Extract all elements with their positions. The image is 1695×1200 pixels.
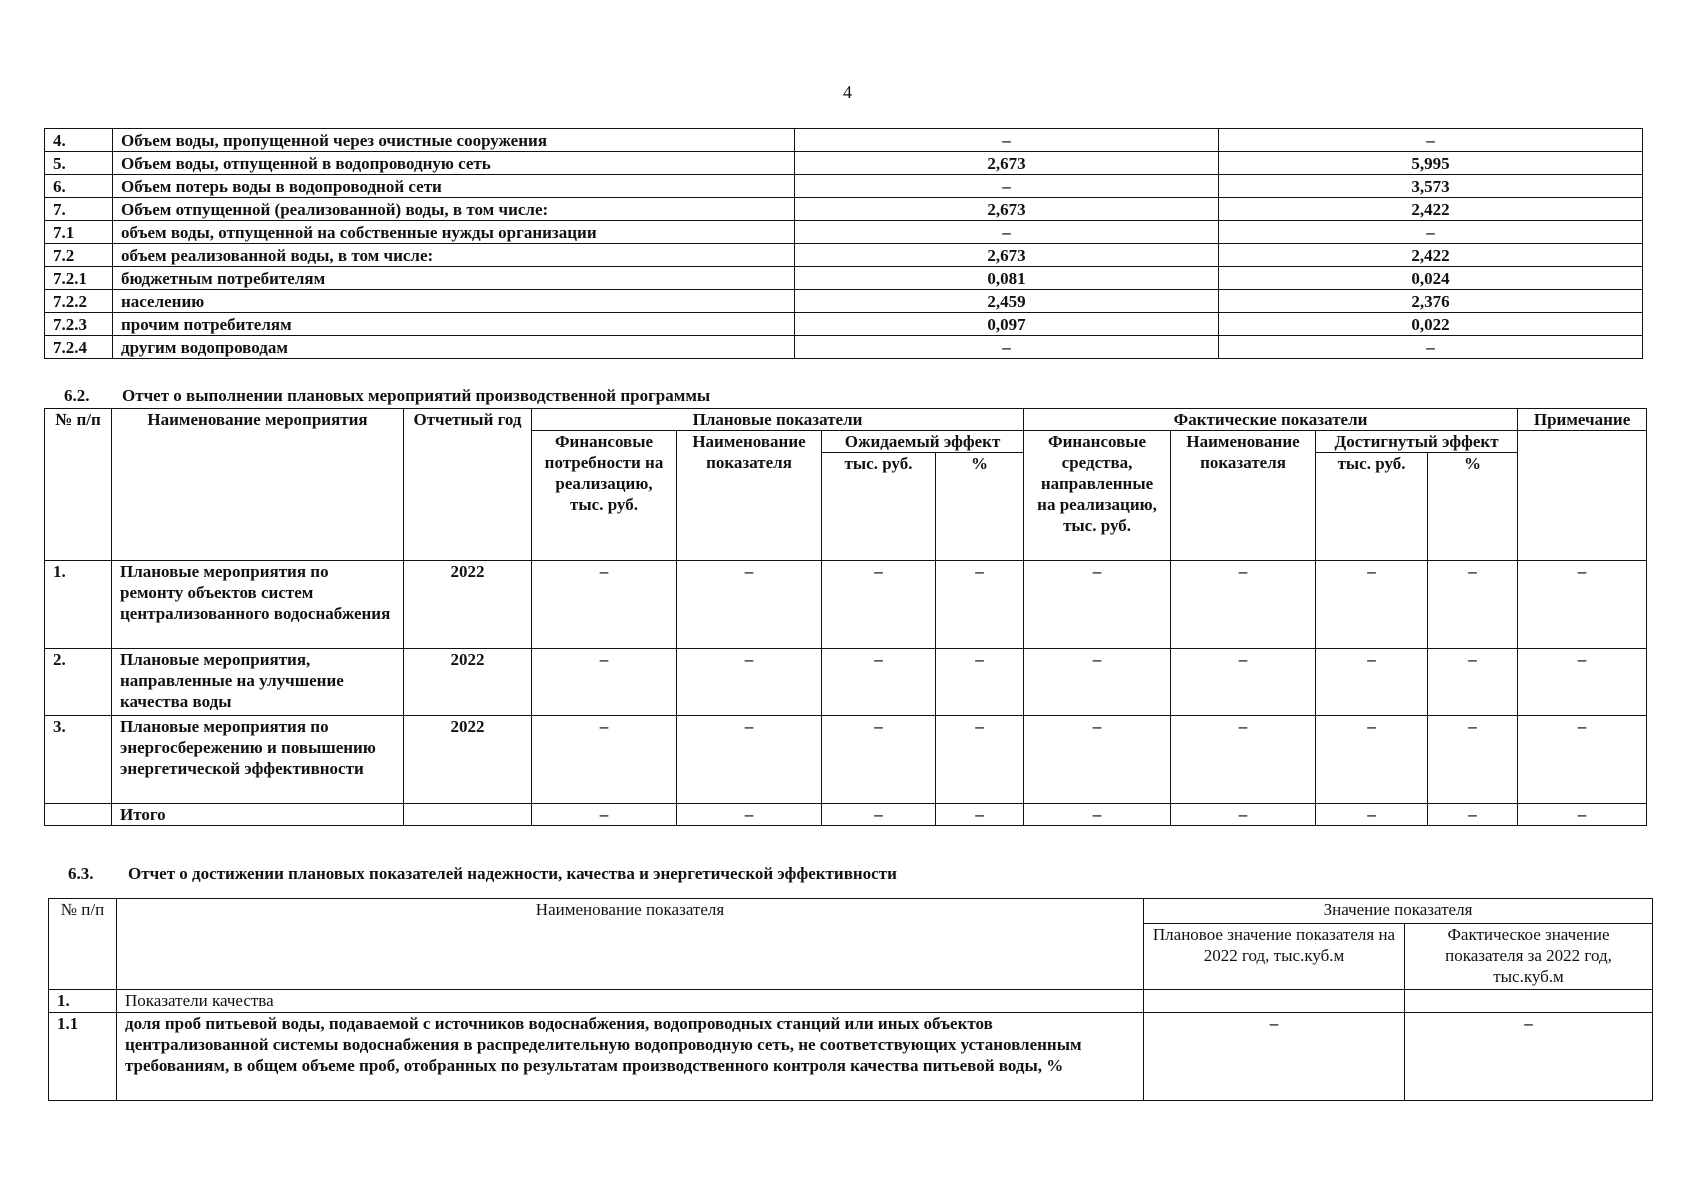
row-number: 4. <box>45 129 113 152</box>
row-year <box>404 804 532 826</box>
header-row <box>45 409 1647 431</box>
row-value: – <box>1024 561 1171 649</box>
header-act-indicator: Наименование показателя <box>1171 431 1316 561</box>
row-value: – <box>822 649 936 716</box>
row-value: – <box>1316 804 1428 826</box>
row-value-fact: 0,024 <box>1219 267 1643 290</box>
row-value-plan: 0,081 <box>795 267 1219 290</box>
row-year: 2022 <box>404 649 532 716</box>
row-name: прочим потребителям <box>113 313 795 336</box>
row-number: 7.1 <box>45 221 113 244</box>
table-row <box>45 267 1643 290</box>
row-value-plan: 0,097 <box>795 313 1219 336</box>
row-fact <box>1405 990 1653 1013</box>
row-number: 7.2.1 <box>45 267 113 290</box>
row-value-plan: – <box>795 221 1219 244</box>
row-value-fact: 3,573 <box>1219 175 1643 198</box>
row-value: – <box>1428 716 1518 804</box>
header-name: Наименование показателя <box>117 899 1144 990</box>
row-value: – <box>1518 561 1647 649</box>
row-name: Плановые мероприятия по энергосбережению и повышению энергетической эффективности <box>112 716 404 804</box>
section-number: 6.3. <box>68 864 94 883</box>
row-name: Объем отпущенной (реализованной) воды, в том числе: <box>113 198 795 221</box>
row-value: – <box>1518 649 1647 716</box>
row-number <box>45 804 112 826</box>
row-value: – <box>677 716 822 804</box>
row-number: 1. <box>49 990 117 1013</box>
row-name: объем реализованной воды, в том числе: <box>113 244 795 267</box>
row-value-plan: – <box>795 336 1219 359</box>
row-name: Плановые мероприятия, направленные на улучшение качества воды <box>112 649 404 716</box>
header-row <box>49 899 1653 924</box>
row-name: Плановые мероприятия по ремонту объектов систем централизованного водоснабжения <box>112 561 404 649</box>
row-value: – <box>677 561 822 649</box>
row-number: 1. <box>45 561 112 649</box>
row-value: – <box>1171 649 1316 716</box>
row-name: Объем потерь воды в водопроводной сети <box>113 175 795 198</box>
row-name: Объем воды, отпущенной в водопроводную сеть <box>113 152 795 175</box>
header-note-empty <box>1518 431 1647 561</box>
header-plan-fin: Финансовые потребности на реализацию, тыс. руб. <box>532 431 677 561</box>
table-row <box>49 1013 1653 1101</box>
header-year: Отчетный год <box>404 409 532 561</box>
section-title: Отчет о достижении плановых показателей надежности, качества и энергетической эффективности <box>128 864 897 883</box>
table-row <box>45 175 1643 198</box>
row-value: – <box>532 804 677 826</box>
row-value: – <box>1428 561 1518 649</box>
row-value: – <box>822 804 936 826</box>
table-row <box>45 198 1643 221</box>
row-number: 3. <box>45 716 112 804</box>
row-value-fact: 2,376 <box>1219 290 1643 313</box>
row-value: – <box>1316 649 1428 716</box>
table-row <box>45 290 1643 313</box>
row-value-plan: 2,673 <box>795 152 1219 175</box>
table-row <box>45 244 1643 267</box>
row-name: Показатели качества <box>117 990 1144 1013</box>
table-row <box>45 336 1643 359</box>
row-number: 2. <box>45 649 112 716</box>
row-name: населению <box>113 290 795 313</box>
section-title: Отчет о выполнении плановых мероприятий производственной программы <box>122 386 711 405</box>
row-number: 7. <box>45 198 113 221</box>
row-value: – <box>1024 804 1171 826</box>
row-value: – <box>1428 649 1518 716</box>
row-number: 6. <box>45 175 113 198</box>
row-value: – <box>1428 804 1518 826</box>
row-value: – <box>1024 716 1171 804</box>
row-value: – <box>1171 804 1316 826</box>
row-number: 7.2.4 <box>45 336 113 359</box>
row-value-plan: 2,459 <box>795 290 1219 313</box>
table-row <box>45 313 1643 336</box>
header-act-fin: Финансовые средства, направленные на реализацию, тыс. руб. <box>1024 431 1171 561</box>
row-value: – <box>1316 716 1428 804</box>
row-name: Итого <box>112 804 404 826</box>
indicators-table <box>48 898 1653 1101</box>
row-value: – <box>532 716 677 804</box>
table-row <box>45 716 1647 804</box>
section-number: 6.2. <box>64 386 90 405</box>
row-value-plan: – <box>795 175 1219 198</box>
table-row-total <box>45 804 1647 826</box>
row-value: – <box>1518 804 1647 826</box>
row-value-fact: 0,022 <box>1219 313 1643 336</box>
header-note: Примечание <box>1518 409 1647 431</box>
row-value: – <box>936 716 1024 804</box>
row-value-plan: 2,673 <box>795 244 1219 267</box>
row-number: 5. <box>45 152 113 175</box>
header-act-rub: тыс. руб. <box>1316 453 1428 561</box>
header-plan: Плановое значение показателя на 2022 год, тыс.куб.м <box>1144 924 1405 990</box>
section-6-3-heading <box>68 864 897 884</box>
row-value: – <box>1518 716 1647 804</box>
table-row <box>45 129 1643 152</box>
row-name: бюджетным потребителям <box>113 267 795 290</box>
header-plan-indicator: Наименование показателя <box>677 431 822 561</box>
table-row <box>45 649 1647 716</box>
section-6-2-heading <box>64 386 710 406</box>
row-name: другим водопроводам <box>113 336 795 359</box>
header-num: № п/п <box>45 409 112 561</box>
header-plan-pct: % <box>936 453 1024 561</box>
row-value-fact: – <box>1219 336 1643 359</box>
header-act-effect: Достигнутый эффект <box>1316 431 1518 453</box>
header-actual: Фактические показатели <box>1024 409 1518 431</box>
table-row <box>45 221 1643 244</box>
row-value: – <box>677 804 822 826</box>
row-fact: – <box>1405 1013 1653 1101</box>
row-name: Объем воды, пропущенной через очистные сооружения <box>113 129 795 152</box>
volume-table-body <box>45 129 1643 359</box>
measures-table <box>44 408 1647 826</box>
table-row <box>45 561 1647 649</box>
header-plan-rub: тыс. руб. <box>822 453 936 561</box>
row-value: – <box>822 561 936 649</box>
row-name: доля проб питьевой воды, подаваемой с источников водоснабжения, водопроводных станций или иных объектов централизованной системы водоснабжения в распределительную водопроводную сеть, не соответствующих установленным требованиям, в общем объеме проб, отобранных по результатам производственного контроля качества питьевой воды, % <box>117 1013 1144 1101</box>
header-plan-effect: Ожидаемый эффект <box>822 431 1024 453</box>
header-fact: Фактическое значение показателя за 2022 год, тыс.куб.м <box>1405 924 1653 990</box>
row-value: – <box>1024 649 1171 716</box>
row-value: – <box>822 716 936 804</box>
row-value-fact: – <box>1219 129 1643 152</box>
page-number: 4 <box>843 82 852 102</box>
row-value: – <box>532 561 677 649</box>
row-value: – <box>1171 561 1316 649</box>
header-name: Наименование мероприятия <box>112 409 404 561</box>
header-planned: Плановые показатели <box>532 409 1024 431</box>
row-value-fact: – <box>1219 221 1643 244</box>
row-value: – <box>936 649 1024 716</box>
row-year: 2022 <box>404 716 532 804</box>
row-number: 7.2 <box>45 244 113 267</box>
row-value: – <box>532 649 677 716</box>
row-value-fact: 2,422 <box>1219 198 1643 221</box>
row-value: – <box>1316 561 1428 649</box>
row-plan: – <box>1144 1013 1405 1101</box>
row-year: 2022 <box>404 561 532 649</box>
header-value: Значение показателя <box>1144 899 1653 924</box>
row-value: – <box>1171 716 1316 804</box>
row-name: объем воды, отпущенной на собственные нужды организации <box>113 221 795 244</box>
row-number: 7.2.3 <box>45 313 113 336</box>
row-value: – <box>677 649 822 716</box>
row-value-fact: 5,995 <box>1219 152 1643 175</box>
header-num: № п/п <box>49 899 117 990</box>
row-number: 1.1 <box>49 1013 117 1101</box>
row-value-fact: 2,422 <box>1219 244 1643 267</box>
row-value-plan: 2,673 <box>795 198 1219 221</box>
table-row <box>45 152 1643 175</box>
row-value: – <box>936 561 1024 649</box>
volume-table <box>44 128 1643 359</box>
row-plan <box>1144 990 1405 1013</box>
table-row <box>49 990 1653 1013</box>
row-number: 7.2.2 <box>45 290 113 313</box>
header-act-pct: % <box>1428 453 1518 561</box>
row-value-plan: – <box>795 129 1219 152</box>
row-value: – <box>936 804 1024 826</box>
